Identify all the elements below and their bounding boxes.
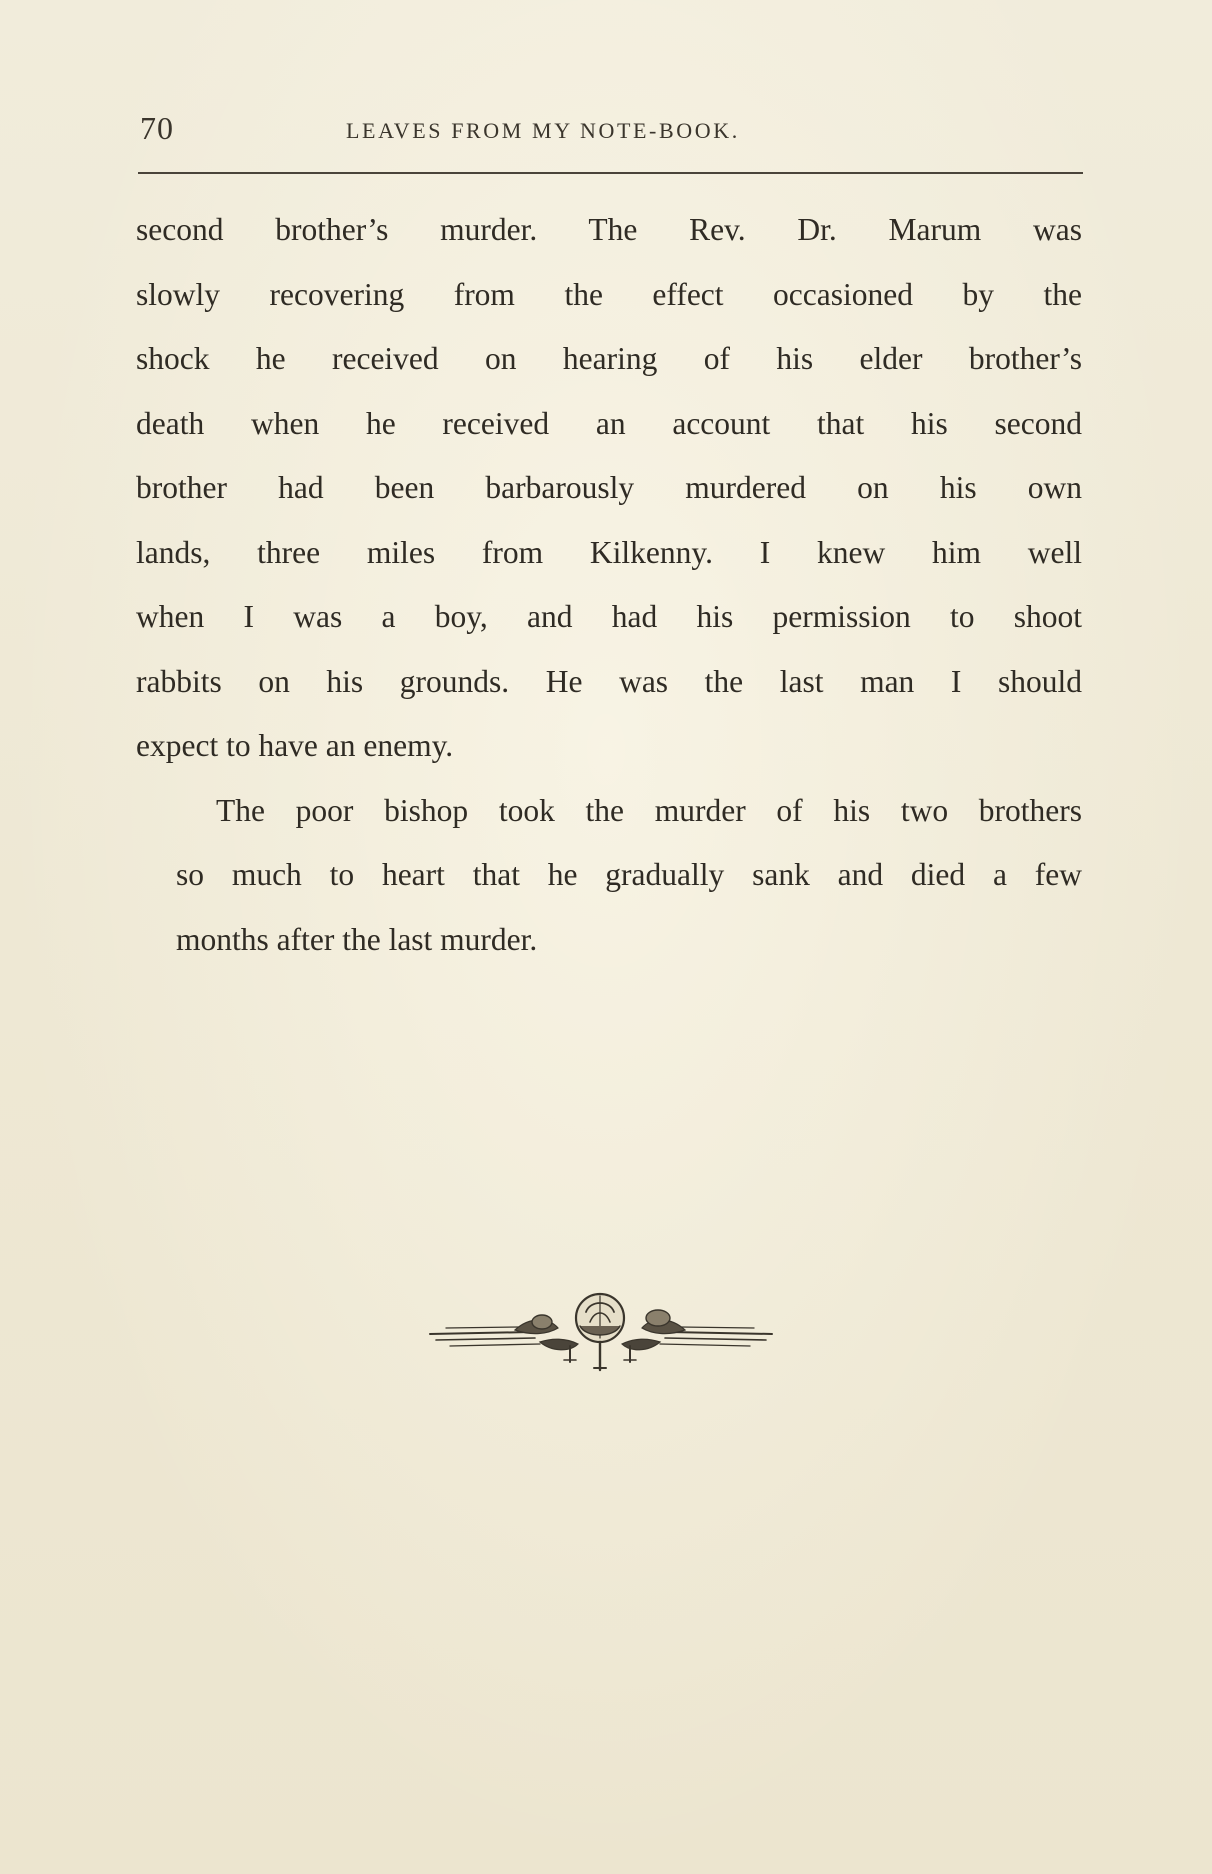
header-rule [138, 172, 1083, 174]
page-number: 70 [140, 110, 174, 146]
paragraph-2 [136, 779, 1082, 973]
text-line: months after the last murder. [176, 921, 538, 957]
text-line: lands, three miles from Kilkenny. I knew him well [136, 534, 1082, 570]
text-line: brother had been barbarously murdered on his own [136, 470, 1082, 505]
text-line: when I was a boy, and had his permission to shoot [136, 599, 1082, 634]
body-text [136, 198, 1082, 972]
text-line: slowly recovering from the effect occasioned by the [136, 276, 1082, 312]
text-line: expect to have an enemy. [136, 728, 454, 763]
running-title: LEAVES FROM MY NOTE-BOOK. [346, 118, 740, 143]
text-line: death when he received an account that his second [136, 405, 1082, 441]
running-head [138, 110, 1083, 154]
text-line: shock he received on hearing of his elder brother’s [136, 341, 1082, 376]
text-line: second brother’s murder. The Rev. Dr. Marum was [136, 212, 1082, 247]
text-line: The poor bishop took the murder of his two brothers [216, 792, 1082, 828]
text-line: rabbits on his grounds. He was the last man I should [136, 663, 1082, 699]
text-line: so much to heart that he gradually sank and died a few [176, 857, 1082, 892]
floral-tailpiece-ornament-icon [420, 1282, 780, 1378]
paragraph-1 [136, 198, 1082, 779]
